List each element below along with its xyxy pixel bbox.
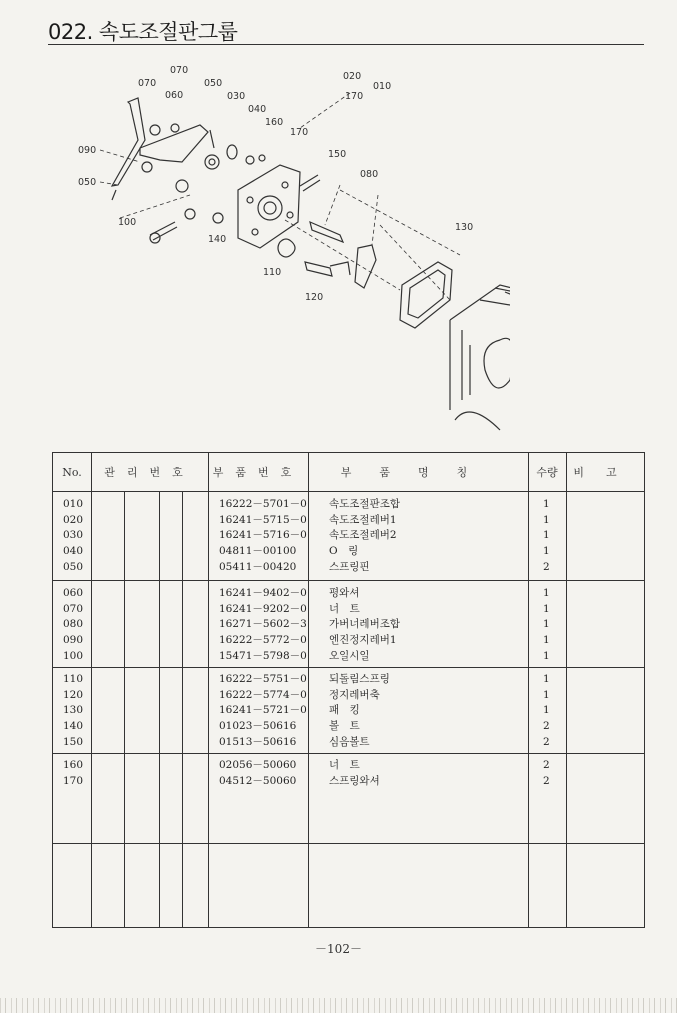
callout-140: 140 xyxy=(208,234,227,245)
cell-part-name: 가버너레버조합 xyxy=(329,618,401,631)
callout-070: 070 xyxy=(170,65,189,76)
table-divider xyxy=(53,491,644,492)
cell-quantity: 1 xyxy=(543,545,550,558)
speed-control-plate xyxy=(238,165,300,248)
table-divider xyxy=(53,667,644,668)
cell-part-name: 평와셔 xyxy=(329,587,360,599)
cell-part-name: 스프링핀 xyxy=(329,560,370,573)
cell-quantity: 2 xyxy=(543,720,550,733)
header-management-number: 관리번호 xyxy=(104,466,195,479)
cell-quantity: 2 xyxy=(543,560,550,573)
callout-050: 050 xyxy=(204,78,223,89)
cell-part-name: 정지레버축 xyxy=(329,688,380,701)
header-remarks: 비고 xyxy=(573,466,639,479)
cell-part-name: 패 킹 xyxy=(329,704,360,717)
cell-no: 050 xyxy=(63,560,84,573)
cell-part-name: 너 트 xyxy=(329,602,360,615)
stop-lever-shaft xyxy=(305,262,350,276)
page-title: 022. 속도조절판그룹 xyxy=(48,20,238,44)
callout-160: 160 xyxy=(265,117,284,128)
table-divider xyxy=(124,491,125,927)
cell-no: 110 xyxy=(63,673,84,685)
cell-part-number: 04512－50060 xyxy=(219,774,297,787)
cell-quantity: 2 xyxy=(543,735,550,748)
cell-part-number: 16222－5751－0 xyxy=(219,673,307,685)
cell-part-number: 16222－5701－0 xyxy=(219,498,307,510)
table-divider xyxy=(53,580,644,581)
table-divider xyxy=(208,453,209,927)
header-part-number: 부품번호 xyxy=(212,466,304,479)
table-divider xyxy=(308,453,309,927)
cell-no: 140 xyxy=(63,720,84,733)
washer-part xyxy=(176,180,188,192)
table-divider xyxy=(91,453,92,927)
cell-no: 100 xyxy=(63,649,84,662)
speed-lever-1 xyxy=(112,98,145,186)
exploded-parts-diagram xyxy=(60,60,510,435)
cell-part-number: 16241－5721－0 xyxy=(219,704,307,717)
cell-part-number: 16241－9202－0 xyxy=(219,602,307,615)
scan-edge-artifact xyxy=(0,998,677,1013)
table-divider xyxy=(182,491,183,927)
cell-part-name: 엔진정지레버1 xyxy=(329,634,397,647)
callout-010: 010 xyxy=(373,81,392,92)
cell-quantity: 1 xyxy=(543,704,550,717)
cell-no: 020 xyxy=(63,513,84,526)
cell-quantity: 2 xyxy=(543,759,550,771)
cell-no: 090 xyxy=(63,634,84,647)
cell-quantity: 2 xyxy=(543,774,550,787)
cell-no: 080 xyxy=(63,618,84,631)
cell-no: 040 xyxy=(63,545,84,558)
engine-block-outline xyxy=(450,285,510,430)
table-divider xyxy=(53,753,644,754)
cell-quantity: 1 xyxy=(543,602,550,615)
cell-part-name: 속도조절레버1 xyxy=(329,513,397,526)
cell-part-name: 오일시일 xyxy=(329,649,370,662)
cell-quantity: 1 xyxy=(543,618,550,631)
cell-part-number: 01513－50616 xyxy=(219,735,297,748)
cell-part-number: 15471－5798－0 xyxy=(219,649,307,662)
callout-070: 070 xyxy=(138,78,157,89)
governor-lever-assy xyxy=(310,222,343,242)
header-no: No. xyxy=(62,465,82,479)
cell-part-name: 속도조절판조합 xyxy=(329,498,401,510)
cell-part-number: 16241－5716－0 xyxy=(219,529,307,542)
table-divider xyxy=(53,843,644,844)
cell-quantity: 1 xyxy=(543,634,550,647)
cell-part-number: 05411－00420 xyxy=(219,560,297,573)
callout-030: 030 xyxy=(227,91,246,102)
pin-050 xyxy=(112,130,214,200)
cell-no: 120 xyxy=(63,688,84,701)
cell-quantity: 1 xyxy=(543,513,550,526)
cell-part-name: 되돌림스프링 xyxy=(329,673,390,685)
callout-120: 120 xyxy=(305,292,324,303)
title-underline xyxy=(48,44,644,45)
cell-quantity: 1 xyxy=(543,688,550,701)
callout-050: 050 xyxy=(78,177,97,188)
cell-quantity: 1 xyxy=(543,673,550,685)
callout-100: 100 xyxy=(118,217,137,228)
bolt-150 xyxy=(300,175,320,191)
callout-170: 170 xyxy=(345,91,364,102)
cell-no: 170 xyxy=(63,774,84,787)
callout-060: 060 xyxy=(165,90,184,101)
cell-part-name: 스프링와셔 xyxy=(329,774,380,787)
callout-080: 080 xyxy=(360,169,379,180)
cell-part-number: 16241－9402－0 xyxy=(219,587,307,599)
governor-lever-arm xyxy=(355,245,376,288)
return-spring xyxy=(278,239,295,257)
cell-quantity: 1 xyxy=(543,498,550,510)
page-number: －102－ xyxy=(315,942,362,956)
cell-part-number: 02056－50060 xyxy=(219,759,297,771)
gasket-part xyxy=(400,262,452,328)
callout-130: 130 xyxy=(455,222,474,233)
cell-no: 130 xyxy=(63,704,84,717)
cell-part-name: 속도조절레버2 xyxy=(329,529,397,542)
cell-no: 150 xyxy=(63,735,84,748)
cell-part-number: 16271－5602－3 xyxy=(219,618,307,631)
cell-part-name: 심음볼트 xyxy=(329,735,370,748)
cell-quantity: 1 xyxy=(543,587,550,599)
cell-no: 160 xyxy=(63,759,84,771)
callout-110: 110 xyxy=(263,267,282,278)
header-part-name: 부품명칭 xyxy=(340,466,496,479)
callout-020: 020 xyxy=(343,71,362,82)
callout-090: 090 xyxy=(78,145,97,156)
callout-170: 170 xyxy=(290,127,309,138)
engine-block-top xyxy=(495,288,510,298)
table-divider xyxy=(159,491,160,927)
cell-part-number: 16241－5715－0 xyxy=(219,513,307,526)
header-quantity: 수량 xyxy=(536,466,558,479)
cell-no: 060 xyxy=(63,587,84,599)
cell-part-name: 너 트 xyxy=(329,759,360,771)
table-divider xyxy=(528,453,529,927)
cell-part-number: 16222－5772－0 xyxy=(219,634,307,647)
cell-part-number: 01023－50616 xyxy=(219,720,297,733)
cell-no: 070 xyxy=(63,602,84,615)
cell-no: 030 xyxy=(63,529,84,542)
cell-part-number: 16222－5774－0 xyxy=(219,688,307,701)
cell-no: 010 xyxy=(63,498,84,510)
callout-040: 040 xyxy=(248,104,267,115)
parts-table xyxy=(52,452,645,928)
callout-150: 150 xyxy=(328,149,347,160)
cell-part-name: 볼 트 xyxy=(329,720,360,733)
cell-quantity: 1 xyxy=(543,649,550,662)
table-divider xyxy=(566,453,567,927)
cell-quantity: 1 xyxy=(543,529,550,542)
cell-part-number: 04811－00100 xyxy=(219,545,297,558)
cell-part-name: O 링 xyxy=(329,545,359,558)
bolt-100 xyxy=(150,222,177,240)
